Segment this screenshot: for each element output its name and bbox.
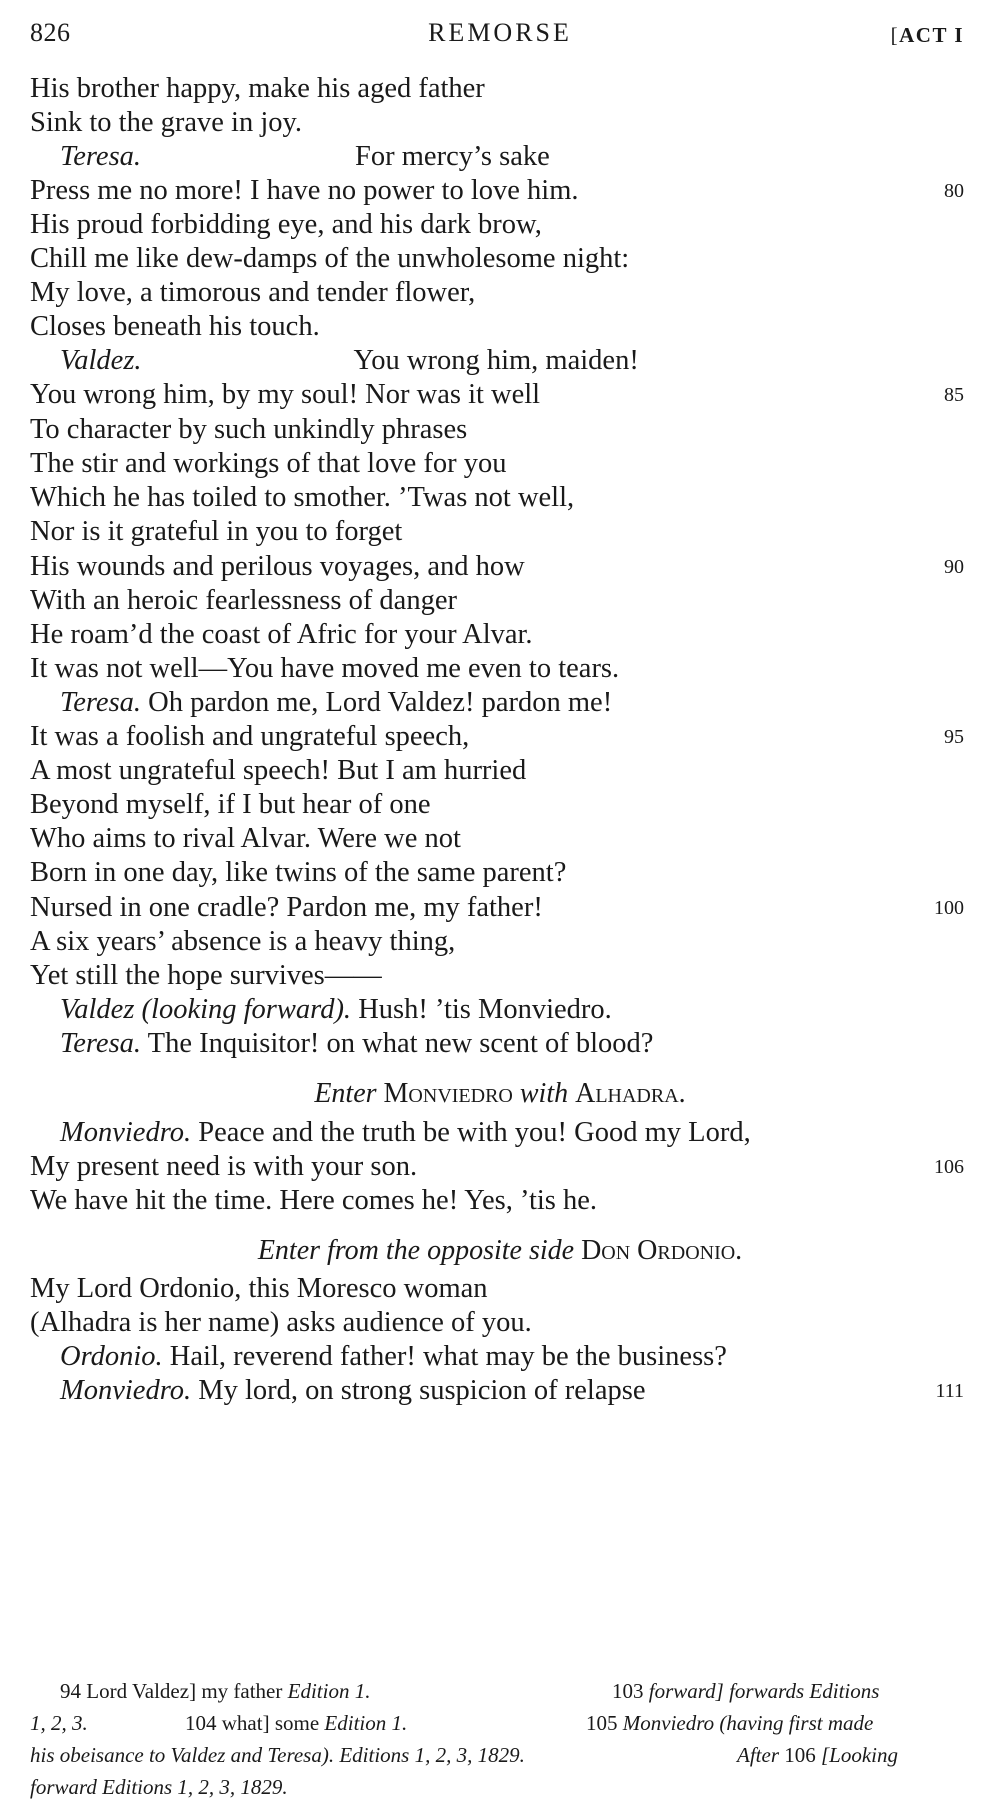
line-number: 106 xyxy=(934,1156,964,1178)
verse-line xyxy=(60,992,612,1028)
speaker-name: Monviedro. xyxy=(60,1375,192,1406)
verse-line: We have hit the time. Here comes he! Yes, ’tis he. xyxy=(30,1185,598,1216)
speaker-name: Monviedro. xyxy=(60,1117,192,1148)
verse-line: A six years’ absence is a heavy thing, xyxy=(30,926,456,957)
verse-line: Sink to the grave in joy. xyxy=(30,107,303,138)
verse-line: You wrong him, by my soul! Nor was it well xyxy=(30,379,541,410)
verse-line: Nursed in one cradle? Pardon me, my father! xyxy=(30,892,543,923)
speaker-name: Valdez (looking forward). xyxy=(60,994,352,1025)
act-label xyxy=(891,23,964,48)
verse-line: Which he has toiled to smother. ’Twas not well, xyxy=(30,482,575,513)
verse-line: Yet still the hope survives—— xyxy=(30,960,382,991)
verse-line: With an heroic fearlessness of danger xyxy=(30,585,457,616)
line-number: 80 xyxy=(944,180,964,202)
verse-line: His proud forbidding eye, and his dark brow, xyxy=(30,209,542,240)
verse-line: Chill me like dew-damps of the unwholesome night: xyxy=(30,243,630,274)
line-text: My lord, on strong suspicion of relapse xyxy=(198,1375,646,1406)
line-number: 90 xyxy=(944,556,964,578)
page-number: 826 xyxy=(30,18,71,47)
line-text: For mercy’s sake xyxy=(355,141,550,172)
verse-line: Press me no more! I have no power to love him. xyxy=(30,175,579,206)
line-number: 95 xyxy=(944,726,964,748)
verse-line: Nor is it grateful in you to forget xyxy=(30,516,403,547)
stage-direction: Enter from the opposite side Don Ordonio. xyxy=(257,1235,743,1266)
speaker-name: Teresa. xyxy=(60,141,142,172)
verse-line: Who aims to rival Alvar. Were we not xyxy=(30,823,461,854)
note-94: 94 Lord Valdez] my father Edition 1. xyxy=(60,1679,371,1703)
verse-line xyxy=(60,1115,751,1151)
line-text: Peace and the truth be with you! Good my Lord, xyxy=(198,1117,751,1148)
verse-line: It was not well—You have moved me even to tears. xyxy=(30,653,620,684)
verse-line: His wounds and perilous voyages, and how xyxy=(30,551,525,582)
verse-line: To character by such unkindly phrases xyxy=(30,414,468,445)
line-text: Oh pardon me, Lord Valdez! pardon me! xyxy=(148,687,613,718)
verse-line xyxy=(60,1373,645,1409)
verse-line: My present need is with your son. xyxy=(30,1151,418,1182)
verse-line: Born in one day, like twins of the same parent? xyxy=(30,857,567,888)
note-104: 104 what] some Edition 1. xyxy=(185,1711,408,1735)
verse-line: My love, a timorous and tender flower, xyxy=(30,277,476,308)
line-number: 100 xyxy=(934,897,964,919)
line-number: 111 xyxy=(935,1380,964,1402)
verse-line: A most ungrateful speech! But I am hurried xyxy=(30,755,527,786)
verse-line: He roam’d the coast of Afric for your Alvar. xyxy=(30,619,533,650)
note-105: 105 Monviedro (having first made xyxy=(586,1711,874,1735)
speaker-name: Valdez. xyxy=(60,345,142,376)
stage-direction: Enter Monviedro with Alhadra. xyxy=(314,1078,686,1109)
verse-line: Beyond myself, if I but hear of one xyxy=(30,789,431,820)
note-after-106: After 106 [Looking xyxy=(737,1743,899,1767)
verse-line: My Lord Ordonio, this Moresco woman xyxy=(30,1273,488,1304)
speaker-name: Ordonio. xyxy=(60,1341,163,1372)
note-after-106-cont: forward Editions 1, 2, 3, 1829. xyxy=(30,1775,288,1799)
verse-line xyxy=(60,343,639,379)
verse-line: (Alhadra is her name) asks audience of you. xyxy=(30,1307,532,1338)
act-bracket: [ xyxy=(890,23,900,47)
act-text: ACT I xyxy=(899,23,964,47)
line-text: The Inquisitor! on what new scent of blood? xyxy=(147,1028,654,1059)
speaker-name: Teresa. xyxy=(60,687,142,718)
verse-line: Closes beneath his touch. xyxy=(30,311,320,342)
note-103: 103 forward] forwards Editions xyxy=(612,1679,880,1703)
line-number: 85 xyxy=(944,384,964,406)
speaker-name: Teresa. xyxy=(60,1028,142,1059)
verse-line: The stir and workings of that love for you xyxy=(30,448,507,479)
verse-line xyxy=(60,1339,727,1375)
verse-line: His brother happy, make his aged father xyxy=(30,73,485,104)
running-title: REMORSE xyxy=(428,18,572,47)
verse-line xyxy=(60,685,612,721)
line-text: You wrong him, maiden! xyxy=(353,345,639,376)
verse-line xyxy=(60,1026,653,1062)
note-103-cont: 1, 2, 3. xyxy=(30,1711,88,1735)
note-105-cont: his obeisance to Valdez and Teresa). Editions 1, 2, 3, 1829. xyxy=(30,1743,525,1767)
verse-line xyxy=(60,139,550,175)
line-text: Hush! ’tis Monviedro. xyxy=(358,994,612,1025)
verse-line: It was a foolish and ungrateful speech, xyxy=(30,721,470,752)
line-text: Hail, reverend father! what may be the business? xyxy=(169,1341,727,1372)
